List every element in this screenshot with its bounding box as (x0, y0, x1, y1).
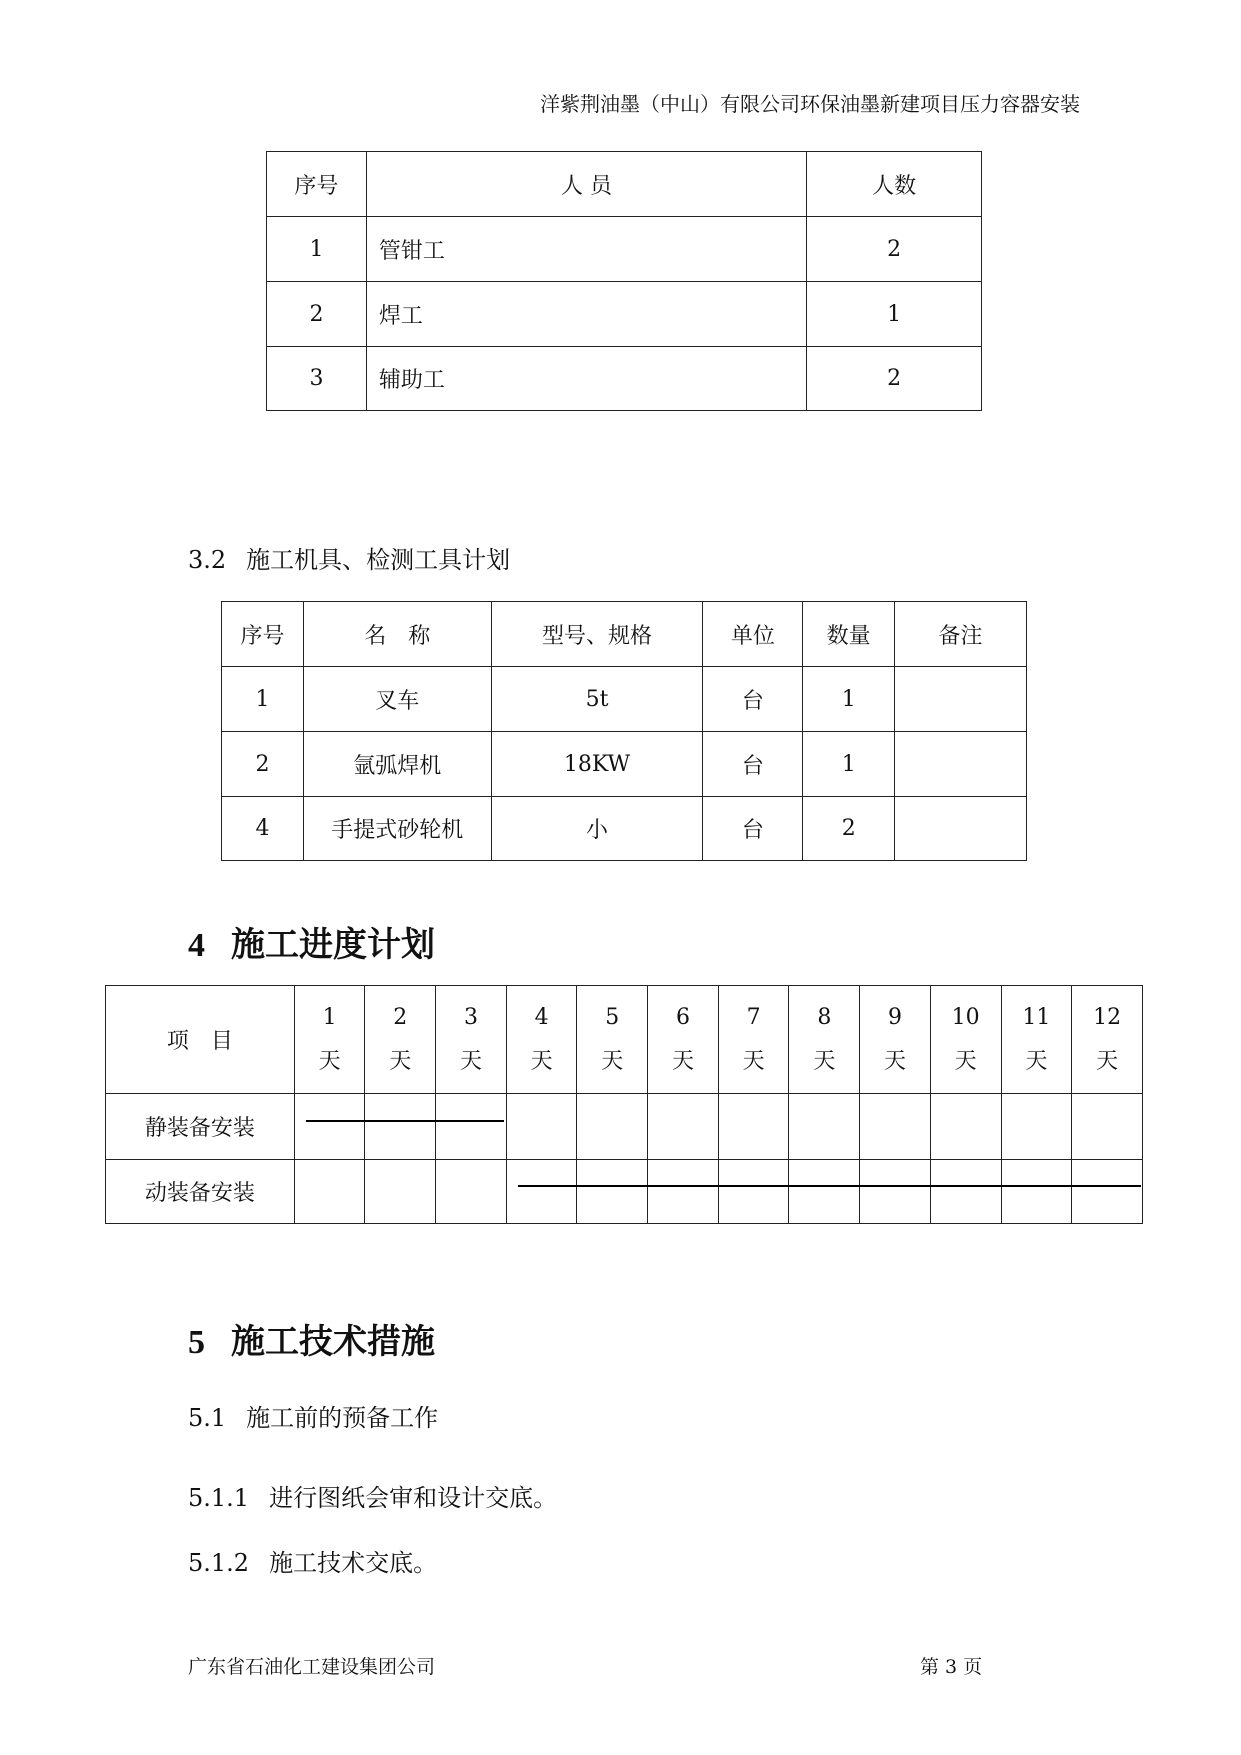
day-unit: 天 (883, 1048, 906, 1074)
schedule-cell (365, 1160, 436, 1224)
header-cell-no: 序号 (267, 152, 367, 217)
cell-count: 2 (807, 217, 982, 282)
day-header-cell (506, 986, 577, 1094)
cell-spec: 小 (491, 797, 703, 861)
day-header-cell (577, 986, 648, 1094)
gantt-bar (518, 1185, 1141, 1187)
item-text: 进行图纸会审和设计交底。 (269, 1484, 558, 1512)
item-5-1-1 (188, 1478, 557, 1513)
table-row (106, 1160, 1143, 1224)
cell-note (895, 732, 1027, 797)
header-cell-note: 备注 (895, 602, 1027, 667)
header-cell-count: 人数 (807, 152, 982, 217)
table-row (267, 282, 982, 347)
cell-name: 叉车 (303, 667, 491, 732)
cell-unit: 台 (703, 667, 803, 732)
schedule-cell (294, 1160, 365, 1224)
table-row (267, 347, 982, 411)
schedule-cell (294, 1094, 365, 1160)
page-header: 洋紫荆油墨（中山）有限公司环保油墨新建项目压力容器安装 (540, 92, 1080, 116)
cell-unit: 台 (703, 797, 803, 861)
day-header-cell (1001, 986, 1072, 1094)
day-unit: 天 (671, 1048, 694, 1074)
schedule-cell (577, 1094, 648, 1160)
day-header-cell (436, 986, 507, 1094)
schedule-cell (506, 1160, 577, 1224)
day-header-cell (1072, 986, 1143, 1094)
day-unit: 天 (1025, 1048, 1048, 1074)
day-number: 9 (887, 1004, 902, 1030)
table-row (222, 667, 1027, 732)
footer-page-number: 第 3 页 (920, 1656, 983, 1678)
section-4-heading (188, 917, 435, 966)
section-number: 5 (188, 1324, 205, 1361)
cell-qty: 1 (803, 667, 895, 732)
day-header-cell (789, 986, 860, 1094)
schedule-cell (718, 1094, 789, 1160)
cell-no: 3 (267, 347, 367, 411)
cell-name: 手提式砂轮机 (303, 797, 491, 861)
personnel-table (266, 151, 982, 411)
day-unit: 天 (742, 1048, 765, 1074)
day-header-cell (648, 986, 719, 1094)
section-number: 3.2 (188, 546, 227, 574)
section-title: 施工技术措施 (231, 1322, 435, 1362)
table-row (106, 1094, 1143, 1160)
day-number: 10 (951, 1004, 980, 1030)
schedule-cell (930, 1160, 1001, 1224)
schedule-cell (718, 1160, 789, 1224)
cell-count: 2 (807, 347, 982, 411)
schedule-cell (436, 1094, 507, 1160)
section-number: 5.1 (188, 1404, 227, 1432)
equipment-table (221, 601, 1027, 861)
day-header-cell (930, 986, 1001, 1094)
cell-spec: 5t (491, 667, 703, 732)
schedule-cell (860, 1160, 931, 1224)
cell-no: 1 (267, 217, 367, 282)
section-title: 施工前的预备工作 (246, 1404, 439, 1432)
section-title: 施工机具、检测工具计划 (246, 546, 511, 574)
header-cell-role: 人 员 (366, 152, 806, 217)
schedule-table (105, 985, 1143, 1224)
day-unit: 天 (813, 1048, 836, 1074)
header-cell-spec: 型号、规格 (491, 602, 703, 667)
day-number: 2 (393, 1004, 408, 1030)
cell-no: 1 (222, 667, 304, 732)
schedule-cell (789, 1160, 860, 1224)
day-unit: 天 (530, 1048, 553, 1074)
day-header-cell (718, 986, 789, 1094)
cell-no: 2 (267, 282, 367, 347)
schedule-cell (1072, 1160, 1143, 1224)
table-row (222, 797, 1027, 861)
day-unit: 天 (601, 1048, 624, 1074)
table-row (267, 217, 982, 282)
schedule-wrapper (105, 985, 1145, 1225)
cell-qty: 1 (803, 732, 895, 797)
cell-qty: 2 (803, 797, 895, 861)
day-number: 8 (817, 1004, 832, 1030)
cell-unit: 台 (703, 732, 803, 797)
day-number: 11 (1022, 1004, 1051, 1030)
day-unit: 天 (954, 1048, 977, 1074)
day-number: 5 (605, 1004, 620, 1030)
schedule-cell (1001, 1094, 1072, 1160)
cell-note (895, 797, 1027, 861)
item-5-1-2 (188, 1543, 437, 1578)
schedule-cell (1001, 1160, 1072, 1224)
schedule-cell (648, 1094, 719, 1160)
cell-note (895, 667, 1027, 732)
day-number: 12 (1093, 1004, 1122, 1030)
schedule-cell (577, 1160, 648, 1224)
gantt-bar (306, 1120, 504, 1122)
section-5-heading (188, 1314, 435, 1363)
task-name: 静装备安装 (106, 1094, 295, 1160)
cell-spec: 18KW (491, 732, 703, 797)
header-cell-qty: 数量 (803, 602, 895, 667)
cell-no: 2 (222, 732, 304, 797)
task-name: 动装备安装 (106, 1160, 295, 1224)
day-number: 3 (463, 1004, 478, 1030)
schedule-cell (789, 1094, 860, 1160)
schedule-cell (436, 1160, 507, 1224)
item-number: 5.1.2 (188, 1549, 250, 1577)
item-number: 5.1.1 (188, 1484, 250, 1512)
cell-role: 辅助工 (366, 347, 806, 411)
schedule-cell (365, 1094, 436, 1160)
item-text: 施工技术交底。 (269, 1549, 438, 1577)
header-cell-name: 名 称 (303, 602, 491, 667)
section-title: 施工进度计划 (231, 925, 435, 965)
cell-role: 焊工 (366, 282, 806, 347)
day-header-cell (294, 986, 365, 1094)
schedule-cell (506, 1094, 577, 1160)
header-cell-no: 序号 (222, 602, 304, 667)
section-5-1-heading (188, 1398, 438, 1433)
cell-role: 管钳工 (366, 217, 806, 282)
day-header-cell (365, 986, 436, 1094)
section-number: 4 (188, 927, 205, 964)
schedule-item-header: 项 目 (106, 986, 295, 1094)
day-number: 4 (534, 1004, 549, 1030)
day-unit: 天 (318, 1048, 341, 1074)
day-unit: 天 (389, 1048, 412, 1074)
schedule-cell (860, 1094, 931, 1160)
day-unit: 天 (459, 1048, 482, 1074)
cell-no: 4 (222, 797, 304, 861)
day-unit: 天 (1096, 1048, 1119, 1074)
schedule-cell (648, 1160, 719, 1224)
schedule-cell (930, 1094, 1001, 1160)
schedule-cell (1072, 1094, 1143, 1160)
footer-company: 广东省石油化工建设集团公司 (188, 1656, 436, 1678)
cell-count: 1 (807, 282, 982, 347)
day-number: 1 (322, 1004, 337, 1030)
day-number: 6 (675, 1004, 690, 1030)
day-number: 7 (746, 1004, 761, 1030)
table-row (222, 732, 1027, 797)
section-3-2-heading (188, 540, 510, 575)
day-header-cell (860, 986, 931, 1094)
cell-name: 氩弧焊机 (303, 732, 491, 797)
header-cell-unit: 单位 (703, 602, 803, 667)
